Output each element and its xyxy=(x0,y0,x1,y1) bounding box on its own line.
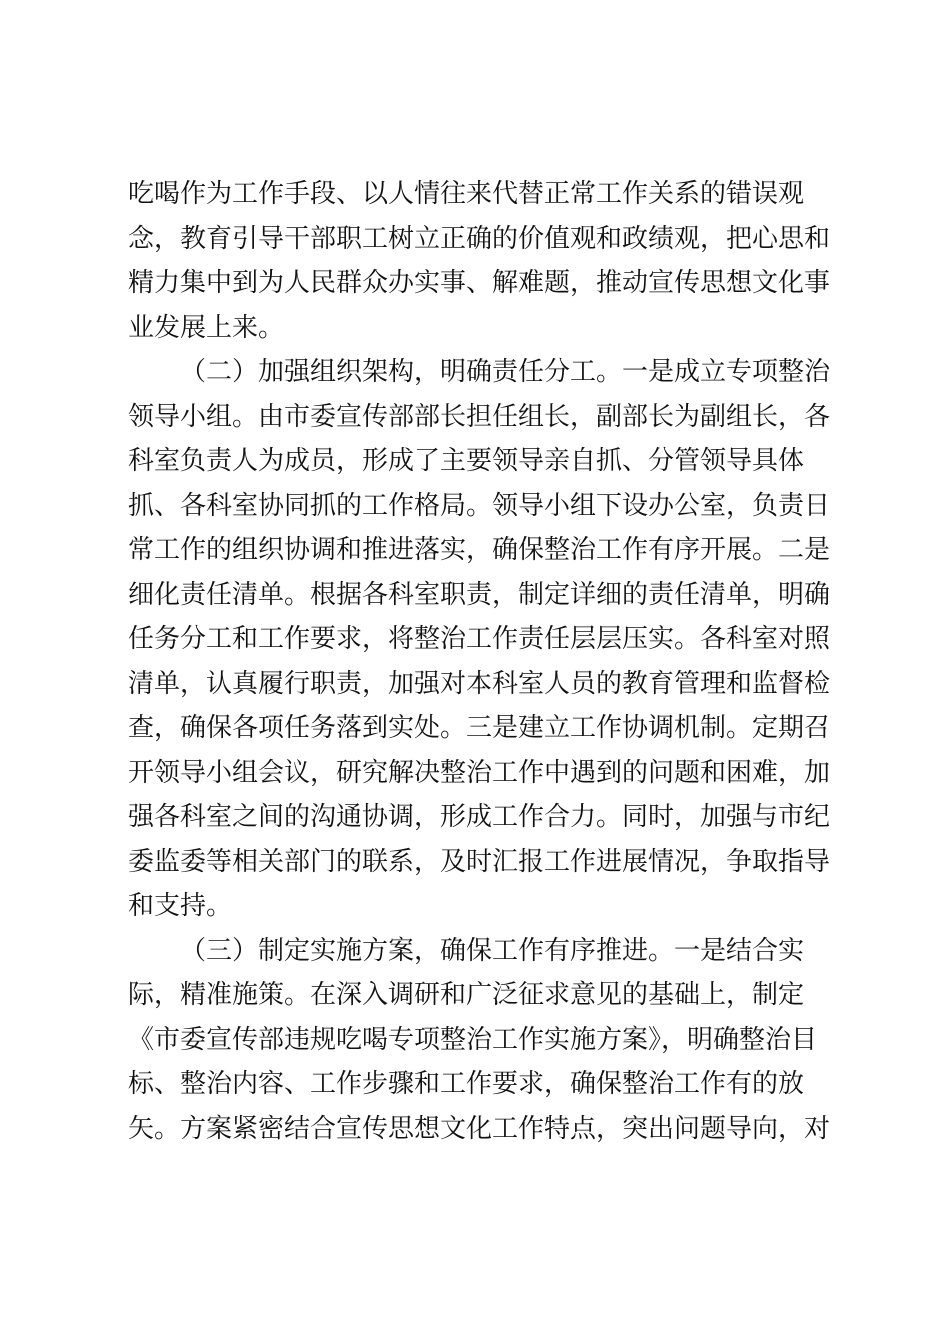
section-heading-line: （二）加强组织架构，明确责任分工。一是成立专项整治 xyxy=(180,357,831,387)
text-line: 领导小组。由市委宣传部部长担任组长，副部长为副组长，各 xyxy=(128,401,831,432)
text-line: 念，教育引导干部职工树立正确的价值观和政绩观，把心思和 xyxy=(128,223,831,254)
text-line: 和支持。 xyxy=(128,891,233,921)
text-line: 业发展上来。 xyxy=(128,312,285,343)
text-line: 细化责任清单。根据各科室职责，制定详细的责任清单，明确 xyxy=(128,579,831,610)
text-line: 科室负责人为成员，形成了主要领导亲自抓、分管领导具体 xyxy=(128,446,805,476)
text-line: 任务分工和工作要求，将整治工作责任层层压实。各科室对照 xyxy=(128,624,831,654)
text-line: 清单，认真履行职责，加强对本科室人员的教育管理和监督检 xyxy=(128,668,831,699)
section-heading-line: （三）制定实施方案，确保工作有序推进。一是结合实 xyxy=(180,935,805,966)
text-line: 常工作的组织协调和推进落实，确保整治工作有序开展。二是 xyxy=(128,535,831,565)
text-line: 查，确保各项任务落到实处。三是建立工作协调机制。定期召 xyxy=(128,713,831,743)
text-line: 精力集中到为人民群众办实事、解难题，推动宣传思想文化事 xyxy=(128,268,831,298)
body-text xyxy=(128,172,831,1151)
text-line: 开领导小组会议，研究解决整治工作中遇到的问题和困难，加 xyxy=(128,757,831,788)
text-line: 吃喝作为工作手段、以人情往来代替正常工作关系的错误观 xyxy=(128,179,805,209)
text-line: 抓、各科室协同抓的工作格局。领导小组下设办公室，负责日 xyxy=(128,490,831,521)
text-line: 委监委等相关部门的联系，及时汇报工作进展情况，争取指导 xyxy=(128,846,831,877)
text-line: 矢。方案紧密结合宣传思想文化工作特点，突出问题导向，对 xyxy=(128,1113,831,1144)
text-line: 强各科室之间的沟通协调，形成工作合力。同时，加强与市纪 xyxy=(128,802,831,832)
text-line: 际，精准施策。在深入调研和广泛征求意见的基础上，制定 xyxy=(128,980,805,1010)
text-line: 《市委宣传部违规吃喝专项整治工作实施方案》，明确整治目 xyxy=(128,1024,818,1055)
text-line: 标、整治内容、工作步骤和工作要求，确保整治工作有的放 xyxy=(128,1069,805,1099)
